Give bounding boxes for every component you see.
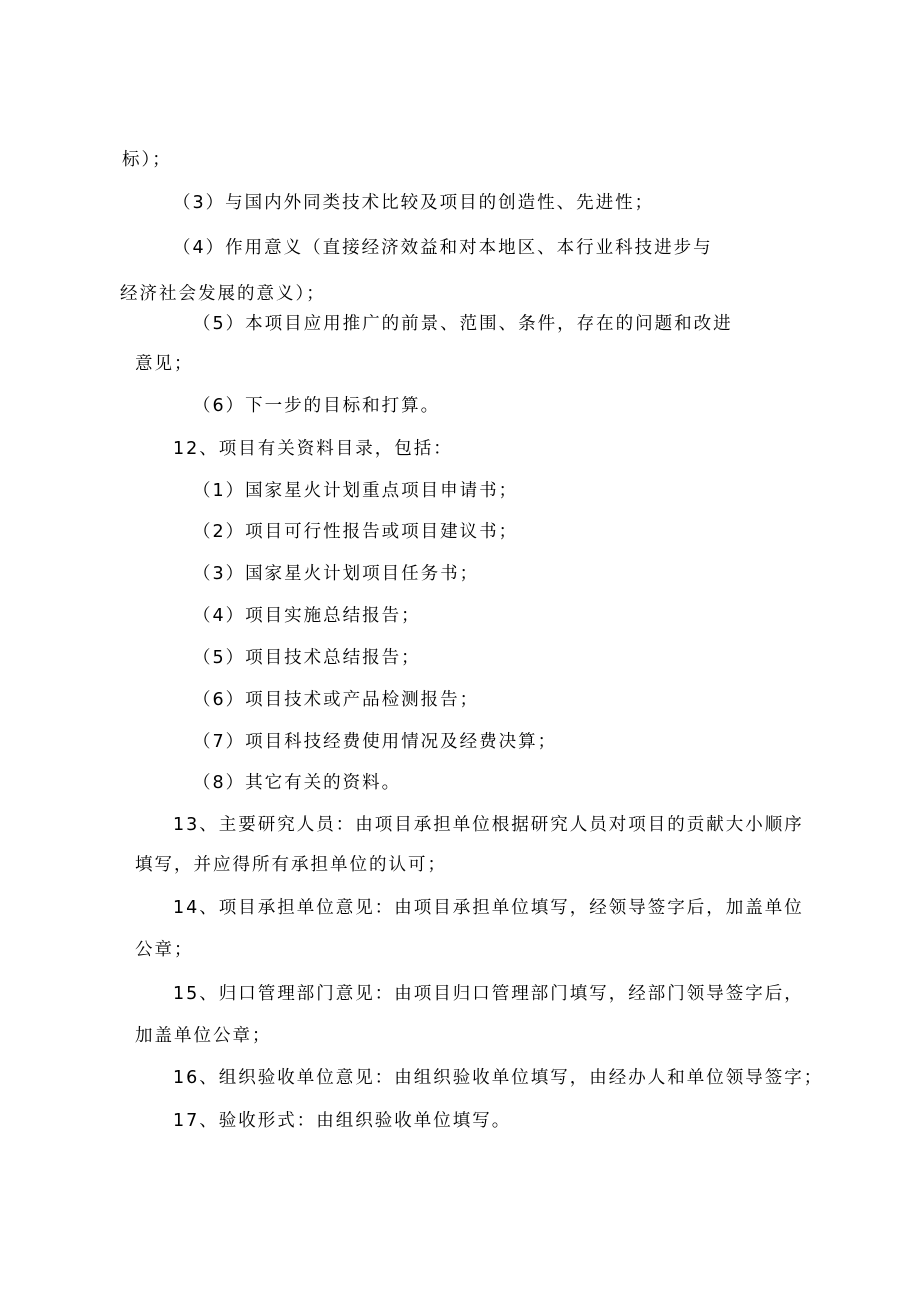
text-line: （2）项目可行性报告或项目建议书； bbox=[193, 522, 519, 542]
text-line: （1）国家星火计划重点项目申请书； bbox=[193, 481, 519, 501]
text-line: 意见； bbox=[135, 354, 194, 374]
text-line: 加盖单位公章； bbox=[135, 1026, 272, 1046]
text-line: （4）项目实施总结报告； bbox=[193, 606, 421, 626]
text-line: 15、归口管理部门意见：由项目归口管理部门填写，经部门领导签字后， bbox=[173, 984, 804, 1004]
text-line: 16、组织验收单位意见：由组织验收单位填写，由经办人和单位领导签字； bbox=[173, 1068, 824, 1088]
text-line: 14、项目承担单位意见：由项目承担单位填写，经领导签字后，加盖单位 bbox=[173, 898, 804, 918]
text-line: 经济社会发展的意义）； bbox=[120, 284, 326, 304]
text-line: 13、主要研究人员：由项目承担单位根据研究人员对项目的贡献大小顺序 bbox=[173, 815, 804, 835]
text-line: （6）项目技术或产品检测报告； bbox=[193, 690, 480, 710]
text-line: 公章； bbox=[135, 940, 194, 960]
text-line: 12、项目有关资料目录，包括： bbox=[173, 439, 453, 459]
text-line: 标）； bbox=[122, 150, 172, 170]
text-line: （7）项目科技经费使用情况及经费决算； bbox=[193, 732, 558, 752]
text-line: （5）项目技术总结报告； bbox=[193, 648, 421, 668]
text-line: （5）本项目应用推广的前景、范围、条件，存在的问题和改进 bbox=[193, 314, 733, 334]
text-line: （8）其它有关的资料。 bbox=[193, 773, 402, 793]
text-line: 17、验收形式：由组织验收单位填写。 bbox=[173, 1111, 512, 1131]
text-line: （6）下一步的目标和打算。 bbox=[193, 396, 441, 416]
text-line: （3）与国内外同类技术比较及项目的创造性、先进性； bbox=[173, 193, 655, 213]
text-line: 填写，并应得所有承担单位的认可； bbox=[135, 855, 447, 875]
text-line: （3）国家星火计划项目任务书； bbox=[193, 564, 480, 584]
text-line: （4）作用意义（直接经济效益和对本地区、本行业科技进步与 bbox=[173, 238, 713, 258]
